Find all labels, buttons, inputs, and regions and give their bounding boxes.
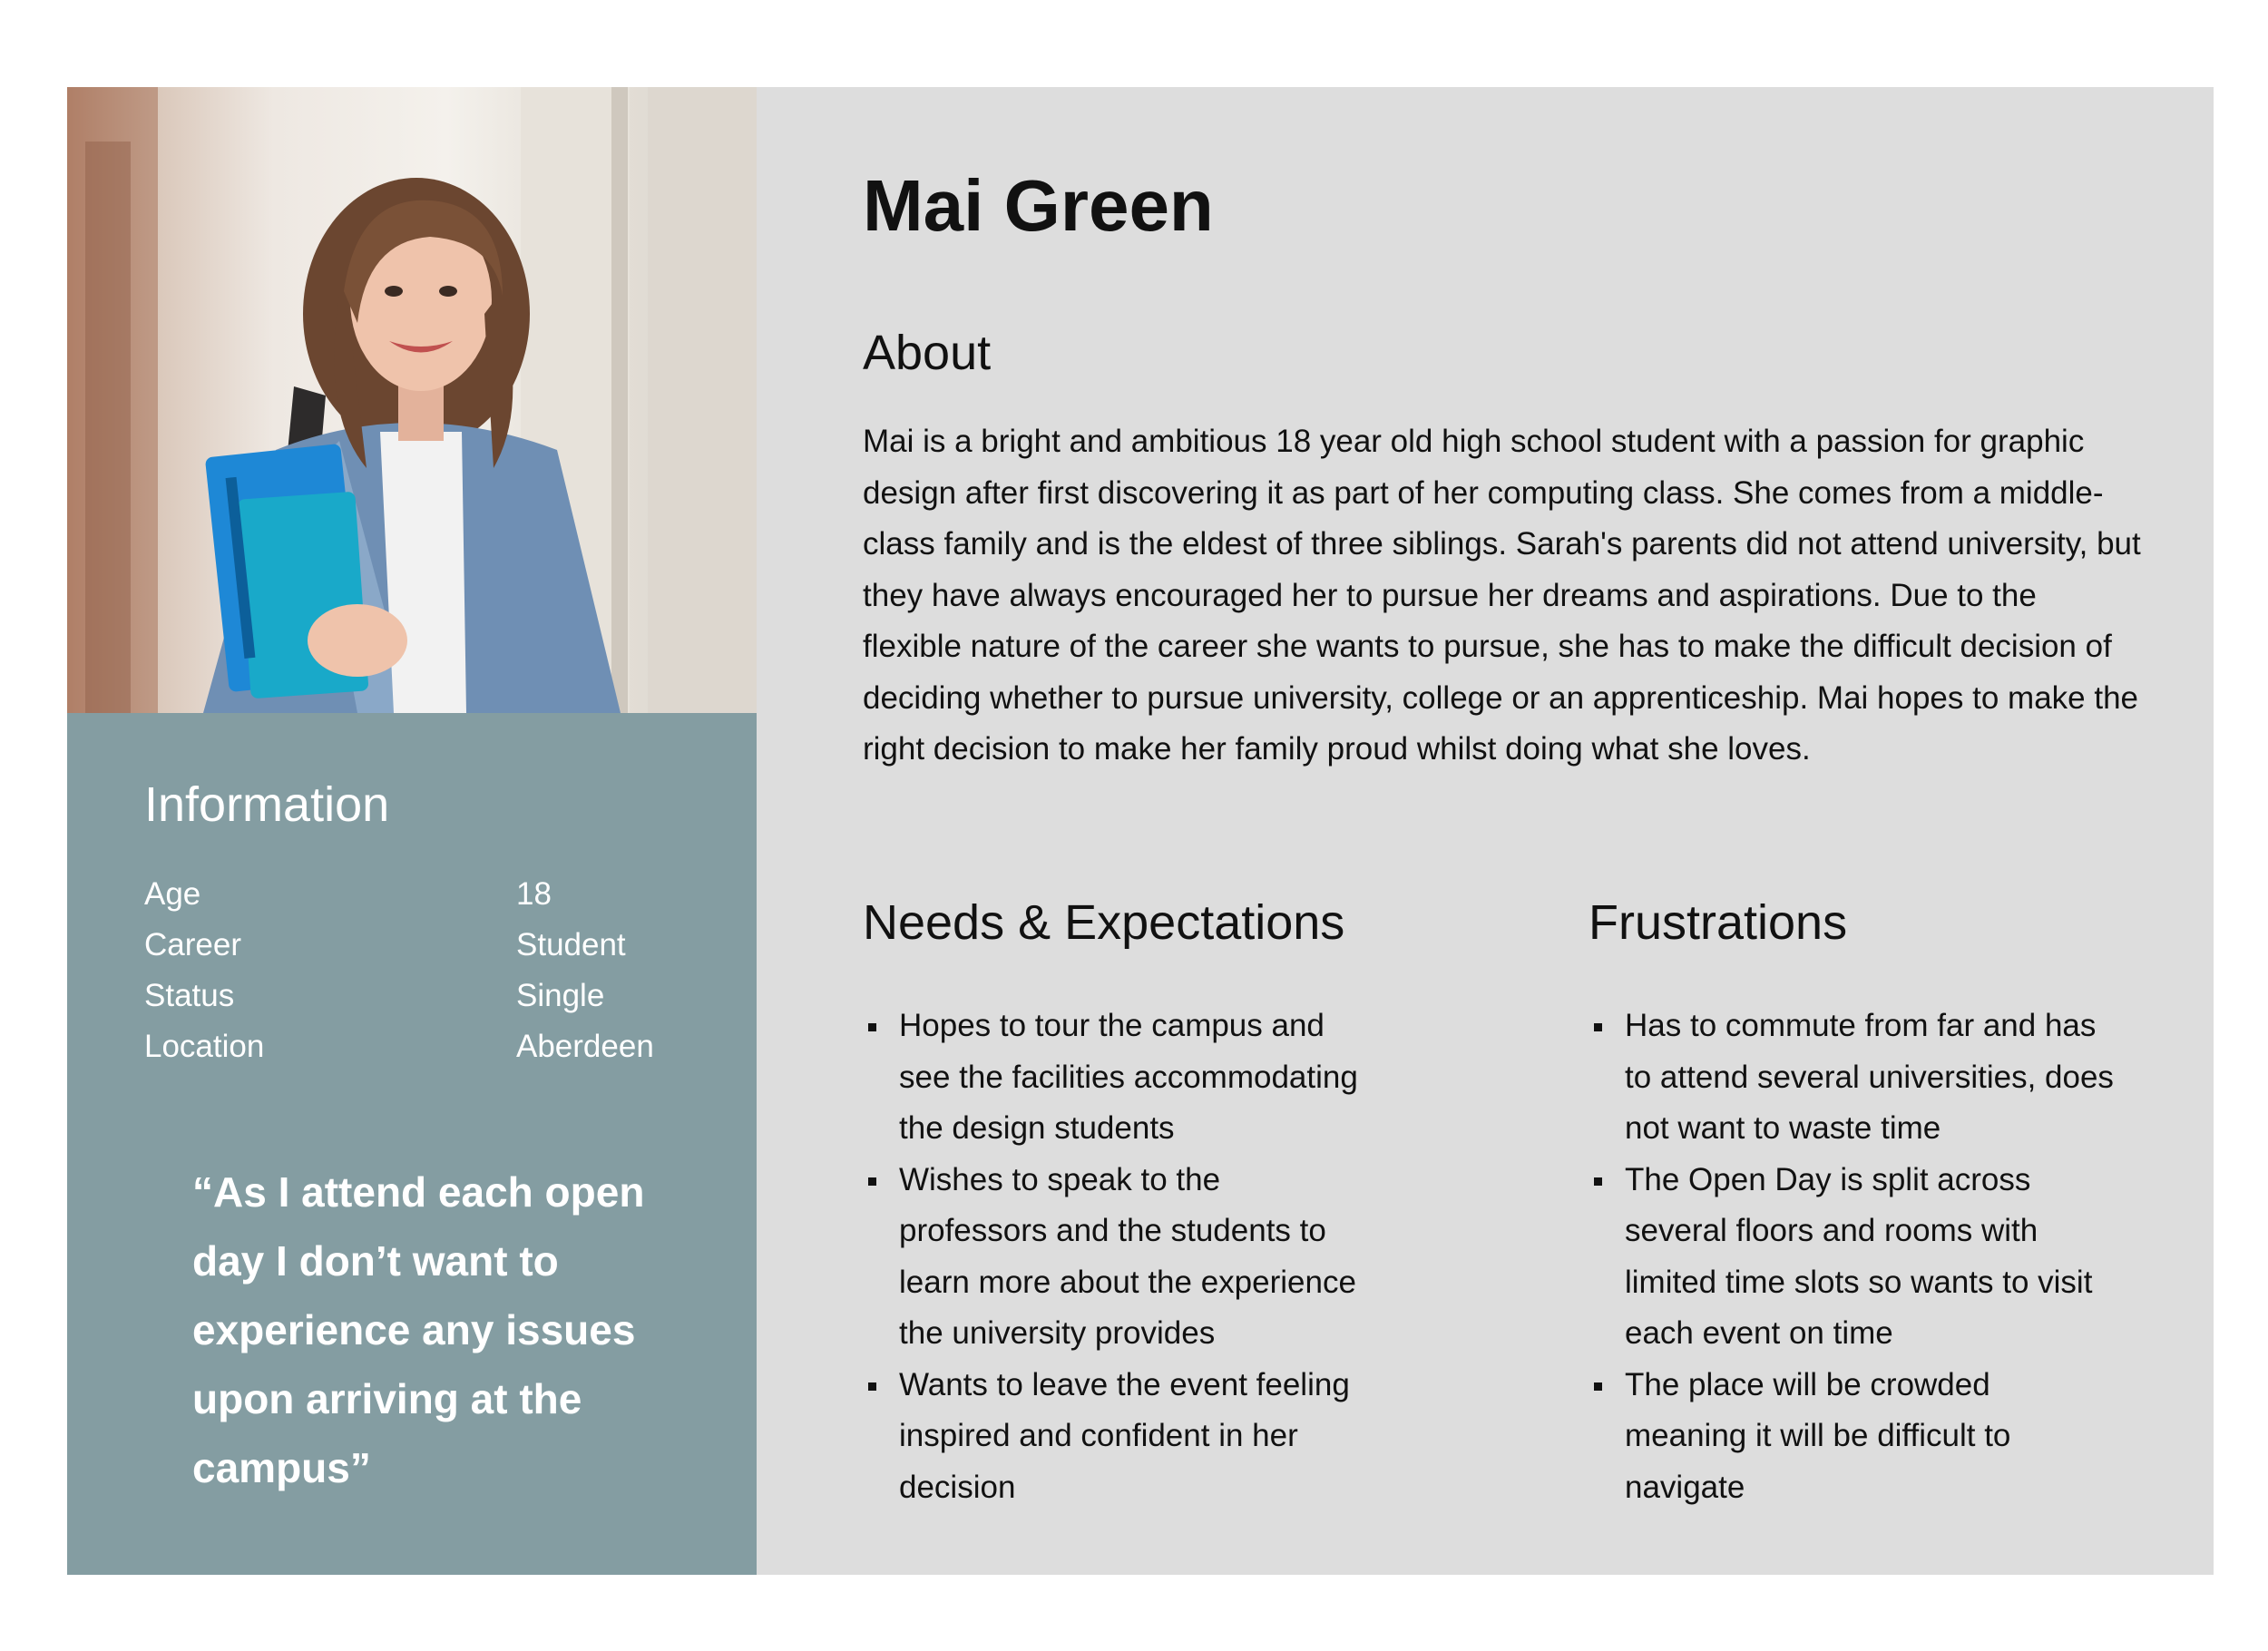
list-item: The Open Day is split across several floors and rooms with limited time slots so wants to visit each event on time (1589, 1155, 2115, 1360)
content-panel (757, 87, 2214, 1575)
left-panel (67, 87, 757, 1575)
information-title: Information (144, 777, 390, 832)
info-row-age (144, 869, 757, 920)
persona-photo (67, 87, 757, 713)
frustrations-section (1589, 894, 2115, 1513)
info-key: Age (144, 876, 201, 912)
list-item: Hopes to tour the campus and see the facilities accommodating the design students (863, 1001, 1371, 1155)
needs-list (863, 1001, 1371, 1513)
persona-quote: “As I attend each open day I don’t want to experience any issues upon arriving at the campus” (192, 1168, 645, 1491)
info-row-career (144, 920, 757, 971)
info-row-location (144, 1021, 757, 1072)
info-value: 18 (516, 876, 552, 912)
persona-name: Mai Green (863, 165, 1214, 246)
info-key: Location (144, 1029, 265, 1064)
info-value: Aberdeen (516, 1029, 654, 1064)
persona-card (67, 87, 2214, 1575)
persona-photo-illustration (67, 87, 757, 713)
about-heading: About (863, 326, 992, 380)
information-section (67, 713, 757, 1575)
list-item: The place will be crowded meaning it will be difficult to navigate (1589, 1360, 2115, 1514)
about-text: Mai is a bright and ambitious 18 year old high school student with a passion for graphic design after first discovering it as part of her computing class. She comes from a middle-class family and is the eldest of three siblings. Sarah's parents did not attend university, but they have always encouraged her to pursue her dreams and aspirations. Due to the flexible nature of the career she wants to pursue, she has to make the difficult decision of deciding whether to pursue university, college or an apprenticeship. Mai hopes to make the right decision to make her family proud whilst doing what she loves. (863, 424, 2141, 767)
needs-section (863, 894, 1371, 1513)
info-row-status (144, 971, 757, 1021)
needs-heading: Needs & Expectations (863, 895, 1345, 950)
frustrations-list (1589, 1001, 2115, 1513)
info-value: Student (516, 927, 626, 962)
frustrations-heading: Frustrations (1589, 895, 1848, 950)
list-item: Wants to leave the event feeling inspired and confident in her decision (863, 1360, 1371, 1514)
list-item: Has to commute from far and has to attend several universities, does not want to waste time (1589, 1001, 2115, 1155)
list-item: Wishes to speak to the professors and the students to learn more about the experience the university provides (863, 1155, 1371, 1360)
info-key: Career (144, 927, 241, 962)
info-key: Status (144, 978, 235, 1013)
info-value: Single (516, 978, 605, 1013)
